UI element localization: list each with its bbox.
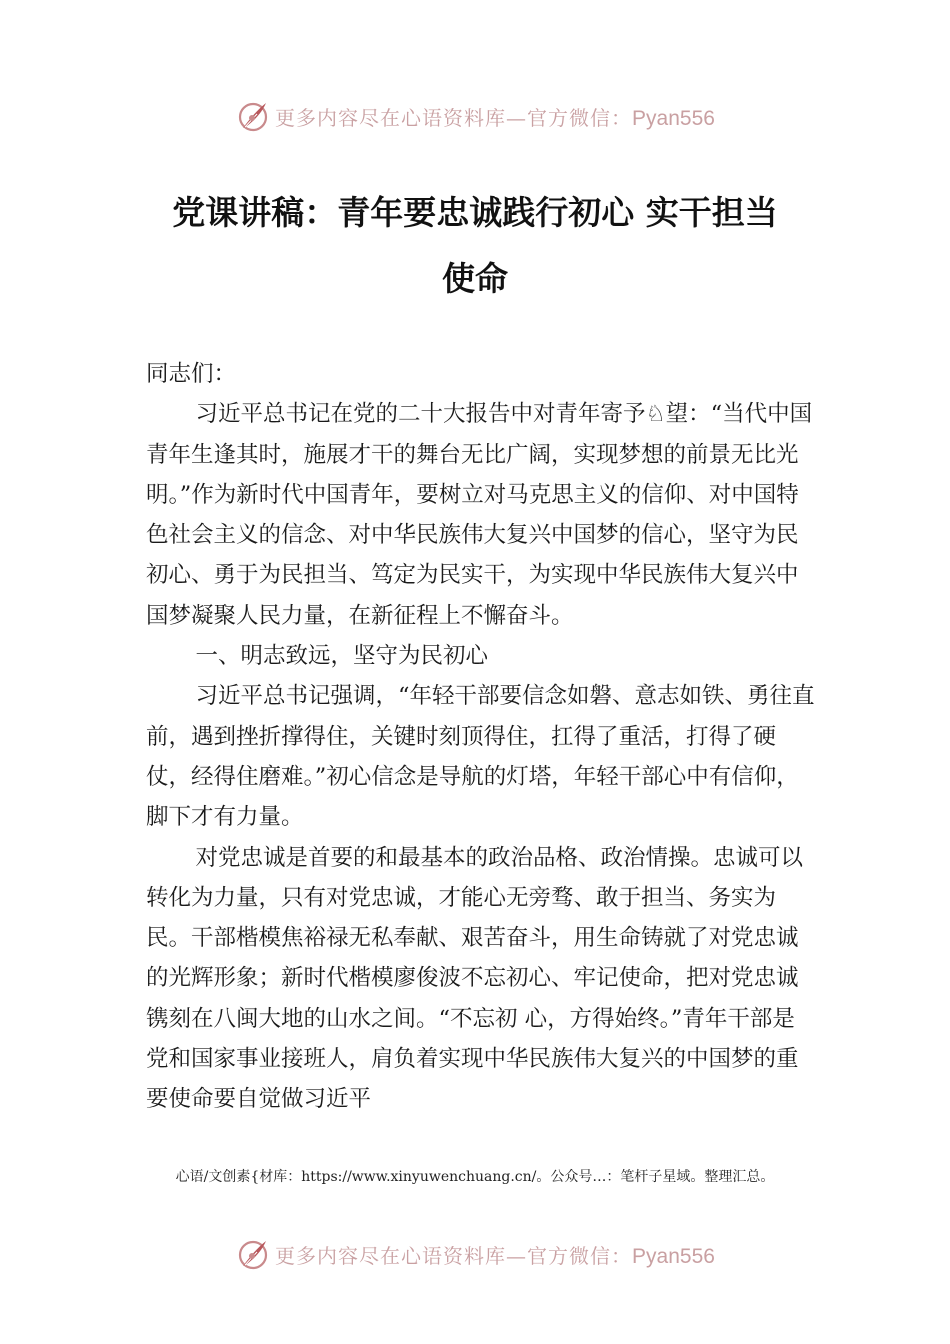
title-line-2: 使命 [442, 259, 508, 298]
header-banner [0, 96, 950, 136]
wechat-id: Pyan556 [632, 106, 715, 130]
footer-banner [0, 1234, 950, 1274]
paragraph-loyalty: 对党忠诚是首要的和最基本的政治品格、政治情操。忠诚可以转化为力量，只有对党忠诚，才能心无旁骛、敢于担当、务实为民。干部楷模焦裕禄无私奉献、艰苦奋斗，用生命铸就了对党忠诚的光辉形象；新时代楷模廖俊波不忘初心、牢记使命，把对党忠诚镌刻在八闽大地的山水之间。“不忘初 心，方得始终。”青年干部是党和国家事业接班人，肩负着实现中华民族伟大复兴的中国梦的重要使命要自觉做习近平 [146, 844, 804, 1113]
footer-source-note: 心语/文创素{材库：https://www.xinyuwenchuang.cn/。公众号…：笔杆子星域。整理汇总。 [175, 1169, 775, 1185]
paragraph-intro: 习近平总书记在党的二十大报告中对青年寄予♘望：“当代中国青年生逢其时，施展才干的舞台无比广阔，实现梦想的前景无比光明。”作为新时代中国青年，要树立对马克思主义的信仰、对中国特色社会主义的信念、对中华民族伟大复兴中国梦的信心，坚守为民初心、勇于为民担当、笃定为民实干，为实现中华民族伟大复兴中国梦凝聚人民力量，在新征程上不懈奋斗。 [146, 401, 813, 629]
banner-text [275, 102, 715, 131]
document-title [120, 180, 830, 312]
paragraph-quote: 习近平总书记强调，“年轻干部要信念如磐、意志如铁、勇往直前，遇到挫折撑得住，关键时刻顶得住，扛得了重活，打得了硬仗，经得住磨难。”初心信念是导航的灯塔，年轻干部心中有信仰，脚下才有力量。 [146, 683, 815, 831]
title-line-1: 党课讲稿：青年要忠诚践行初心 实干担当 [172, 193, 778, 232]
document-body [146, 354, 816, 1120]
banner-label: 更多内容尽在心语资料库—官方微信： [275, 1243, 633, 1268]
wechat-id: Pyan556 [632, 1244, 715, 1268]
section-heading-1: 一、明志致远，坚守为民初心 [195, 643, 489, 670]
salutation: 同志们： [146, 361, 237, 387]
quill-pen-logo-icon [235, 1236, 271, 1272]
quill-pen-logo-icon [235, 98, 271, 134]
banner-text [275, 1240, 715, 1269]
banner-label: 更多内容尽在心语资料库—官方微信： [275, 105, 633, 130]
